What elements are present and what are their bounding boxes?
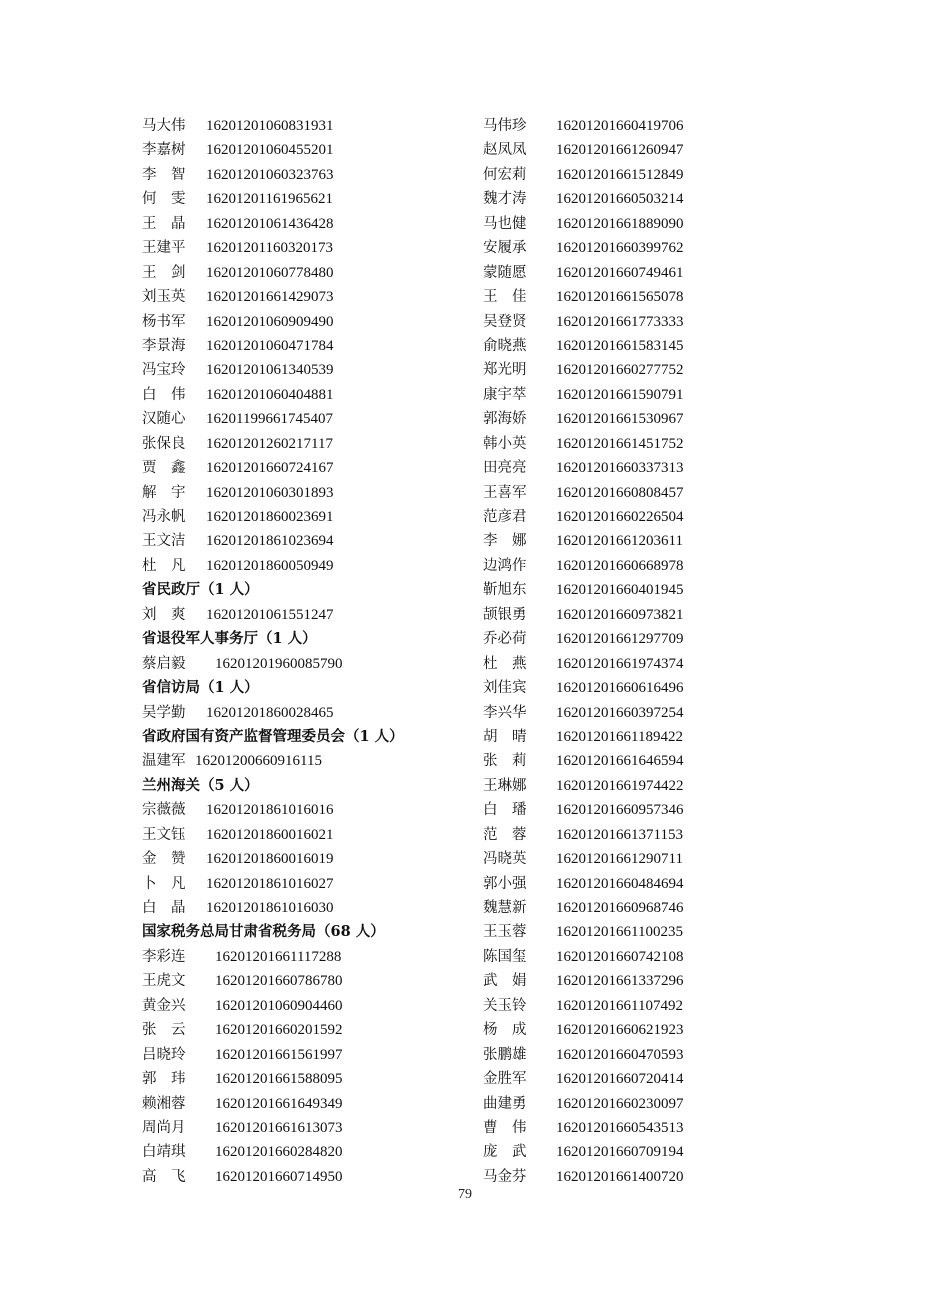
person-name: 王建平 xyxy=(142,240,186,257)
person-name: 边鸿作 xyxy=(483,557,527,574)
person-id: 16201201661400720 xyxy=(556,1168,684,1185)
person-name: 白 伟 xyxy=(142,386,186,403)
person-id: 16201201061436428 xyxy=(206,215,334,232)
list-item xyxy=(142,236,472,260)
person-id: 16201201660808457 xyxy=(556,484,684,501)
person-id: 16201201860016019 xyxy=(206,851,334,868)
list-item xyxy=(483,114,813,138)
person-id: 16201201660720414 xyxy=(556,1071,684,1088)
list-item xyxy=(142,432,472,456)
person-id: 16201201861023694 xyxy=(206,533,334,550)
person-name: 曹 伟 xyxy=(483,1119,527,1136)
list-item xyxy=(483,774,813,798)
person-name: 何 雯 xyxy=(142,191,186,208)
list-item xyxy=(483,358,813,382)
person-name: 李嘉树 xyxy=(142,142,186,159)
list-item xyxy=(142,798,472,822)
person-id: 16201201661203611 xyxy=(556,533,683,550)
list-item xyxy=(483,1140,813,1164)
person-name: 张 云 xyxy=(142,1022,186,1039)
list-item xyxy=(142,505,472,529)
person-id: 16201201661889090 xyxy=(556,215,684,232)
person-name: 赖湘蓉 xyxy=(142,1095,186,1112)
person-name: 白靖琪 xyxy=(142,1144,186,1161)
list-item xyxy=(483,701,813,725)
person-id: 16201201661530967 xyxy=(556,411,684,428)
person-id: 16201201660419706 xyxy=(556,118,684,134)
person-id: 16201201661561997 xyxy=(215,1046,343,1063)
section-header xyxy=(142,920,472,944)
list-item xyxy=(483,481,813,505)
list-item xyxy=(142,603,472,627)
list-item xyxy=(483,212,813,236)
section-header-text: 省退役军人事务厅（1 人） xyxy=(142,630,317,648)
list-item xyxy=(142,1043,472,1067)
list-item xyxy=(483,676,813,700)
list-item xyxy=(142,481,472,505)
person-id: 16201201860016021 xyxy=(206,826,334,843)
person-name: 杜 燕 xyxy=(483,655,527,672)
list-item xyxy=(483,725,813,749)
person-id: 16201201060323763 xyxy=(206,166,334,183)
person-name: 金胜军 xyxy=(483,1071,527,1088)
list-item xyxy=(142,847,472,871)
person-id: 16201201060455201 xyxy=(206,142,334,159)
person-name: 杨 成 xyxy=(483,1022,527,1039)
person-name: 靳旭东 xyxy=(483,582,527,599)
person-id: 16201201060778480 xyxy=(206,264,334,281)
list-item xyxy=(142,358,472,382)
person-name: 康宇萃 xyxy=(483,386,527,403)
person-id: 16201201661583145 xyxy=(556,337,684,354)
section-header-text: 省政府国有资产监督管理委员会（1 人） xyxy=(142,727,404,745)
list-item xyxy=(483,969,813,993)
person-name: 范彦君 xyxy=(483,509,527,525)
person-id: 16201201660742108 xyxy=(556,948,684,965)
person-name: 马大伟 xyxy=(142,118,186,134)
person-id: 16201201660786780 xyxy=(215,973,343,990)
person-id: 16201200660916115 xyxy=(195,753,322,770)
person-name: 王 剑 xyxy=(142,264,186,281)
list-item xyxy=(483,945,813,969)
person-id: 16201201660724167 xyxy=(206,460,334,477)
person-id: 16201201060904460 xyxy=(215,997,343,1014)
list-item xyxy=(142,529,472,553)
list-item xyxy=(483,261,813,285)
person-name: 王 晶 xyxy=(142,215,186,232)
person-name: 贾 鑫 xyxy=(142,460,186,477)
person-name: 解 宇 xyxy=(142,484,186,501)
person-id: 16201201661588095 xyxy=(215,1071,343,1088)
person-name: 赵凤凤 xyxy=(483,142,527,159)
list-item xyxy=(483,285,813,309)
person-id: 16201201661100235 xyxy=(556,924,683,941)
person-name: 王琳娜 xyxy=(483,777,527,794)
person-name: 黄金兴 xyxy=(142,997,186,1014)
person-name: 李兴华 xyxy=(483,704,527,721)
person-name: 白 晶 xyxy=(142,900,186,916)
person-id: 16201201660616496 xyxy=(556,680,684,697)
person-id: 16201201660284820 xyxy=(215,1144,343,1161)
person-id: 16201201660337313 xyxy=(556,460,684,477)
person-id: 16201201660973821 xyxy=(556,606,684,623)
person-name: 李 智 xyxy=(142,166,186,183)
section-header xyxy=(142,578,472,602)
person-name: 曲建勇 xyxy=(483,1095,527,1112)
list-item xyxy=(483,627,813,651)
person-id: 16201201660968746 xyxy=(556,900,684,916)
person-name: 胡 晴 xyxy=(483,728,527,745)
person-name: 郑光明 xyxy=(483,362,527,379)
person-id: 16201201660621923 xyxy=(556,1022,684,1039)
person-id: 16201201661649349 xyxy=(215,1095,343,1112)
person-name: 冯晓英 xyxy=(483,851,527,868)
person-id: 16201201960085790 xyxy=(215,655,343,672)
list-item xyxy=(483,236,813,260)
person-id: 16201201160320173 xyxy=(206,240,333,257)
person-name: 王虎文 xyxy=(142,973,186,990)
person-id: 16201201661451752 xyxy=(556,435,684,452)
list-item xyxy=(483,872,813,896)
list-item xyxy=(483,603,813,627)
person-id: 16201201060404881 xyxy=(206,386,334,403)
list-item xyxy=(142,1018,472,1042)
person-name: 颉银勇 xyxy=(483,606,527,623)
person-name: 吴学勤 xyxy=(142,704,186,721)
list-item xyxy=(483,1067,813,1091)
person-id: 16201201661297709 xyxy=(556,631,684,648)
right-column xyxy=(483,114,813,1189)
person-id: 16201201860023691 xyxy=(206,509,334,525)
person-name: 周尚月 xyxy=(142,1119,186,1136)
list-item xyxy=(483,383,813,407)
person-name: 魏慧新 xyxy=(483,900,527,916)
person-id: 16201201660709194 xyxy=(556,1144,684,1161)
section-header xyxy=(142,627,472,651)
person-name: 武 娟 xyxy=(483,973,527,990)
list-item xyxy=(483,798,813,822)
person-name: 杜 凡 xyxy=(142,557,186,574)
person-name: 范 蓉 xyxy=(483,826,527,843)
person-id: 16201201861016030 xyxy=(206,900,334,916)
list-item xyxy=(483,505,813,529)
person-name: 张 莉 xyxy=(483,753,527,770)
list-item xyxy=(483,456,813,480)
person-id: 16201201660230097 xyxy=(556,1095,684,1112)
person-name: 张鹏雄 xyxy=(483,1046,527,1063)
list-item xyxy=(142,1140,472,1164)
list-item xyxy=(483,994,813,1018)
person-id: 16201201060471784 xyxy=(206,337,334,354)
person-name: 宗薇薇 xyxy=(142,802,186,819)
list-item xyxy=(142,554,472,578)
person-name: 杨书军 xyxy=(142,313,186,330)
person-id: 16201201060909490 xyxy=(206,313,334,330)
person-id: 16201201661646594 xyxy=(556,753,684,770)
person-id: 16201201661974422 xyxy=(556,777,684,794)
person-id: 16201201660277752 xyxy=(556,362,684,379)
list-item xyxy=(142,994,472,1018)
list-item xyxy=(142,163,472,187)
person-name: 马也健 xyxy=(483,215,527,232)
list-item xyxy=(483,1165,813,1189)
section-header-text: 兰州海关（5 人） xyxy=(142,776,259,794)
person-id: 16201201661429073 xyxy=(206,289,334,306)
person-id: 16201201660470593 xyxy=(556,1046,684,1063)
person-name: 郭小强 xyxy=(483,875,527,892)
person-name: 蔡启毅 xyxy=(142,655,186,672)
person-name: 王文钰 xyxy=(142,826,186,843)
list-item xyxy=(483,823,813,847)
person-id: 16201201661512849 xyxy=(556,166,684,183)
person-id: 16201201660749461 xyxy=(556,264,684,281)
person-id: 16201201660201592 xyxy=(215,1022,343,1039)
list-item xyxy=(142,945,472,969)
person-id: 16201201661974374 xyxy=(556,655,684,672)
list-item xyxy=(142,456,472,480)
person-name: 郭 玮 xyxy=(142,1071,186,1088)
person-name: 马金芬 xyxy=(483,1168,527,1185)
person-name: 高 飞 xyxy=(142,1168,186,1185)
person-id: 16201201060831931 xyxy=(206,118,334,134)
list-item xyxy=(142,1067,472,1091)
section-header-text: 省信访局（1 人） xyxy=(142,679,259,697)
list-item xyxy=(142,969,472,993)
person-id: 16201201660484694 xyxy=(556,875,684,892)
person-name: 陈国玺 xyxy=(483,948,527,965)
person-name: 刘佳宾 xyxy=(483,680,527,697)
person-id: 16201201060301893 xyxy=(206,484,334,501)
person-name: 郭海娇 xyxy=(483,411,527,428)
person-name: 王玉蓉 xyxy=(483,924,527,941)
person-id: 16201201061551247 xyxy=(206,606,334,623)
list-item xyxy=(142,310,472,334)
list-item xyxy=(142,1165,472,1189)
list-item xyxy=(142,872,472,896)
list-item xyxy=(142,187,472,211)
list-item xyxy=(142,334,472,358)
person-id: 16201201260217117 xyxy=(206,435,333,452)
person-id: 16201201860050949 xyxy=(206,557,334,574)
person-id: 16201201661371153 xyxy=(556,826,683,843)
person-id: 16201201661613073 xyxy=(215,1119,343,1136)
list-item xyxy=(483,187,813,211)
list-item xyxy=(142,1116,472,1140)
person-name: 吕晓玲 xyxy=(142,1046,186,1063)
list-item xyxy=(142,212,472,236)
person-name: 蒙随愿 xyxy=(483,264,527,281)
person-name: 吴登贤 xyxy=(483,313,527,330)
section-header xyxy=(142,774,472,798)
person-name: 白 璠 xyxy=(483,802,527,819)
list-item xyxy=(483,1092,813,1116)
list-item xyxy=(483,749,813,773)
person-id: 16201201661773333 xyxy=(556,313,684,330)
person-id: 16201199661745407 xyxy=(206,411,333,428)
person-name: 冯宝玲 xyxy=(142,362,186,379)
person-id: 16201201661565078 xyxy=(556,289,684,306)
section-header xyxy=(142,725,472,749)
person-name: 田亮亮 xyxy=(483,460,527,477)
list-item xyxy=(483,652,813,676)
person-name: 冯永帆 xyxy=(142,509,186,525)
person-id: 16201201861016016 xyxy=(206,802,334,819)
list-item xyxy=(483,847,813,871)
person-id: 16201201660957346 xyxy=(556,802,684,819)
list-item xyxy=(142,407,472,431)
list-item xyxy=(142,823,472,847)
person-id: 16201201661290711 xyxy=(556,851,683,868)
person-name: 卜 凡 xyxy=(142,875,186,892)
person-name: 庞 武 xyxy=(483,1144,527,1161)
list-item xyxy=(483,920,813,944)
person-id: 16201201661107492 xyxy=(556,997,683,1014)
person-id: 16201201660503214 xyxy=(556,191,684,208)
page-number: 79 xyxy=(458,1187,472,1202)
person-id: 16201201661117288 xyxy=(215,948,342,965)
list-item xyxy=(142,749,472,773)
person-name: 韩小英 xyxy=(483,435,527,452)
list-item xyxy=(483,554,813,578)
person-id: 16201201661337296 xyxy=(556,973,684,990)
person-id: 16201201860028465 xyxy=(206,704,334,721)
left-column xyxy=(142,114,472,1189)
list-item xyxy=(142,138,472,162)
person-id: 16201201661590791 xyxy=(556,386,684,403)
list-item xyxy=(483,896,813,920)
list-item xyxy=(142,896,472,920)
list-item xyxy=(142,701,472,725)
person-name: 李彩连 xyxy=(142,948,186,965)
person-id: 16201201861016027 xyxy=(206,875,334,892)
person-name: 魏才涛 xyxy=(483,191,527,208)
person-id: 16201201061340539 xyxy=(206,362,334,379)
list-item xyxy=(483,529,813,553)
section-header-text: 国家税务总局甘肃省税务局（68 人） xyxy=(142,923,385,941)
person-name: 安履承 xyxy=(483,240,527,257)
person-name: 王 佳 xyxy=(483,289,527,306)
person-name: 刘玉英 xyxy=(142,289,186,306)
list-item xyxy=(142,383,472,407)
person-name: 王文洁 xyxy=(142,533,186,550)
person-name: 汉随心 xyxy=(142,411,186,428)
person-name: 李景海 xyxy=(142,337,186,354)
person-name: 刘 爽 xyxy=(142,606,186,623)
person-id: 16201201161965621 xyxy=(206,191,333,208)
list-item xyxy=(142,261,472,285)
person-id: 16201201660401945 xyxy=(556,582,684,599)
list-item xyxy=(483,1018,813,1042)
list-item xyxy=(483,310,813,334)
list-item xyxy=(483,138,813,162)
person-name: 张保良 xyxy=(142,435,186,452)
person-id: 16201201660714950 xyxy=(215,1168,343,1185)
person-id: 16201201660397254 xyxy=(556,704,684,721)
list-item xyxy=(142,652,472,676)
section-header-text: 省民政厅（1 人） xyxy=(142,581,259,599)
person-name: 马伟珍 xyxy=(483,118,527,134)
list-item xyxy=(142,114,472,138)
list-item xyxy=(483,334,813,358)
person-id: 16201201661260947 xyxy=(556,142,684,159)
list-item xyxy=(483,407,813,431)
person-name: 李 娜 xyxy=(483,533,527,550)
list-item xyxy=(483,1116,813,1140)
person-name: 何宏莉 xyxy=(483,166,527,183)
list-item xyxy=(483,1043,813,1067)
person-id: 16201201660543513 xyxy=(556,1119,684,1136)
section-header xyxy=(142,676,472,700)
list-item xyxy=(483,578,813,602)
person-name: 俞晓燕 xyxy=(483,337,527,354)
person-id: 16201201660226504 xyxy=(556,509,684,525)
person-name: 金 赞 xyxy=(142,851,186,868)
list-item xyxy=(483,432,813,456)
list-item xyxy=(483,163,813,187)
person-name: 王喜军 xyxy=(483,484,527,501)
person-id: 16201201661189422 xyxy=(556,728,683,745)
list-item xyxy=(142,1092,472,1116)
person-id: 16201201660668978 xyxy=(556,557,684,574)
list-item xyxy=(142,285,472,309)
person-id: 16201201660399762 xyxy=(556,240,684,257)
person-name: 乔必荷 xyxy=(483,631,527,648)
person-name: 关玉铃 xyxy=(483,997,527,1014)
person-name: 温建军 xyxy=(142,753,186,770)
